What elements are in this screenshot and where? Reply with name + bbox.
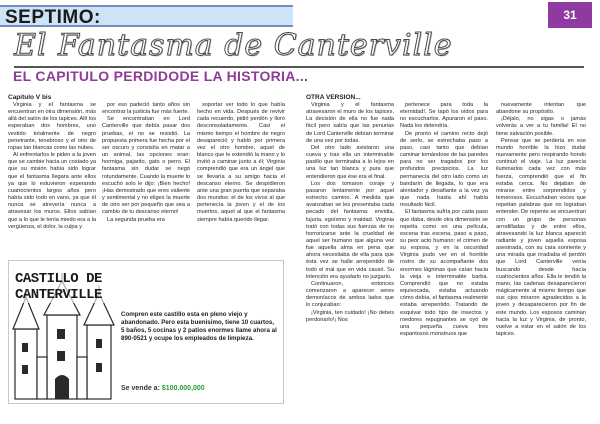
ad-price	[121, 385, 205, 392]
paragraph: Se encontraban en Lord Canterville que debía pasar dos pruebas, el no se resistió. La propuesta primera fue hecha por el ser oscuro y consistía en matar a un animal, las opciones eran: hormiga, pajarito, gato o perro. El fantasma sin dudar se negó rotundamente. Cuando la muerte lo escuchó solo le dijo: ¡Bien hecho!¡Has demostrado que eres valiente y sentimental y no eliges la muerte de otro ser por pequeño que sea a cambio de tu descanso eterno!	[102, 116, 190, 216]
text-column-6	[496, 102, 586, 418]
ad-title: CASTILLO DE CANTERVILLE	[15, 271, 175, 303]
text-column-3	[197, 102, 285, 260]
paragraph: De pronto el camino recto dejó de serlo, se estrechaba paso a paso, casi tanto que debían caminar tomándose de las paredes para no ser tragados por los profundos precipicios. La luz permanecía del otro lado como un bandarín de llegada, lo que era alentador y desafiante a la vez ya que nada hasta ahí había resultado fácil.	[400, 130, 488, 209]
paragraph: Del otro lado avistaron una cueva y tras ella un interminable pasillo que terminaba a lo lejos en una luz tan blanca y pura que entendieron que ése era el final.	[306, 144, 394, 180]
ad-description: Compren este castillo esta en pleno viejo y abandonado. Pero esta buenisimo, tiene 10 cuartos, 5 baños, 5 cocinas y 2 patios enormes llame ahora al 890-0521 y ocupe los empleados de limpieza.	[121, 311, 277, 342]
paragraph: soportar ver todo lo que había hecho en vida. Después de revivir cada recuerdo, pidió perdón y lloró desconsoladamente. Casi el mismo tiempo el hombre de negro desapareció y habló por primera vez el otro hombre, aquel de blanco que le extendió la mano y lo invitó a caminar junto a él; Virginia comprendió que era un ángel que se llevaría a su amigo hacia el descanso eterno. Se despidieron ante una gran puerta que separaba dos mundos: el de los vivos al que pertenecía la joven y el de los muertos, aquel al que el fantasma siempre había querido llegar.	[197, 102, 285, 223]
castle-advertisement	[8, 260, 284, 404]
section-header-bar	[0, 5, 293, 27]
paragraph: Los dos tomaron coraje y pasaron lentamente por aquel estrecho camino. A medida que avanzaban se les presentaba cada pecado del fantasma: envidia, lujuria, egoísmo y maldad. Virginia trató con todas sus fuerzas de no horrorizarse ante la crueldad de aquel ser humano que alguna vez fue aquella alma en pena que ahora necesitaba de ella para que ésta vez se halle arrepentido de todo el mal que en vida causó. Su intención era ayudarlo no juzgarlo.	[306, 180, 394, 280]
paragraph: La segunda prueba era	[107, 216, 165, 223]
price-value: $100.000,000	[161, 385, 205, 392]
text-column-5	[400, 102, 488, 418]
page-number-badge: 31	[548, 2, 592, 28]
text-column-2	[102, 102, 190, 260]
paragraph: ¡Virginia, ten cuidado! ¡No debes perdonarlo!¡ Nos	[306, 309, 394, 323]
paragraph: Al enfrentarlos le piden a la joven que se cambie hacia un costado ya que su misión había sido lograr que el fantasma llegara ante ellos ya que lo estuvieron esperando cuatrocientos largos años pero había sido todo en vano, ya que él nunca se atrevería nunca a atravesar los muros. Ellos sabían que a lo que le tenía miedo era a la vergüenza, el dolor, la culpa y	[8, 152, 96, 230]
text-column-4	[306, 102, 394, 418]
paragraph: El fantasma sufría por cada paso que daba, desde otra dimensión se repetía como en una película, escena tras escena, paso a paso, su peor acto humano: el crimen de su esposa, y en la oscuridad Virginia pudo ver en el horrible rostro de su acompañante dos enormes lágrimas que caían hacia la vieja e interminable barba. Comprendió que no estaba equivocada, estaba actuando cómo debía, el fantasma realmente estaba arrepentido. Tratando de esquivar todo tipo de insectos y roedores repugnantes se oyó de una pequeña cueva tres espantosos monstruos que	[400, 209, 488, 337]
paragraph: nuevamente intentan que abandone su propósito.	[496, 102, 586, 116]
left-article-heading: Capitulo V bis	[8, 94, 52, 101]
text-column-1	[8, 102, 96, 260]
story-title: El Fantasma de Canterville	[14, 28, 453, 63]
paragraph: ¡Déjalo, no sigas o jamás volverás a ver a tu familia! El no tiene salvación posible.	[496, 116, 586, 137]
paragraph: Virginia y el fantasma atravesaron el muro de los tapices. La decisión de ella no fue nada fácil pero sabía que las penurias de Lord Canterville debían terminar de una vez por todas.	[306, 102, 394, 144]
paragraph: pertenece para toda la eternidad!. Se tapó los oídos para no escucharlos. Apuraron el paso. Nada los detendría.	[400, 102, 488, 130]
paragraph: Pensar que se perdería en ese mundo horrible la hizo dudar nuevamente pero respirando hondo continuó el viaje. La luz parecía iluminarlos cada vez con más fuerza, comprendió que el fin estaba cerca. No dejaban de mirarse entre sorprendidos y temerosos. Escuchaban voces que repetían palabras que no lograban entender. De repente se encuentran con un grupo de personas arrodilladas y de entre ellos, atravesando la luz blanca apareció radiante y joven aquella esposa asesinada, con su cara sonriente y una mirada que irradiaba el perdón que Lord Canterville venía buscando desde hacía cuatrocientos años. Ella le tendió la mano, las cadenas desaparecieron mágicamente al mismo tiempo que sus ojos miraron agradecidos a la joven y desaparecieron por fin de este mundo. Los esposos caminan hacia la luz y Virginia, de pronto, vuelve a estar en el salón de los tapices.	[496, 137, 586, 337]
paragraph: Continuaron, entonces comenzaron a aparecer seres demoníacos de ambos lados que lo conjuraban:	[306, 280, 394, 309]
paragraph: Virginia y el fantasma se encuentran en otra dimensión, más allá del salón de los tapices. Allí los esperaban dos hombres, uno vestido totalmente de negro penetrante, tenebroso y el otro de ropas tan blancas como las nubes.	[8, 102, 96, 151]
price-label: Se vende a:	[121, 385, 160, 392]
section-title: SEPTIMO:	[5, 7, 101, 28]
main-heading: EL CAPITULO PERDIDODE LA HISTORIA...	[13, 68, 309, 84]
right-article-heading: OTRA VERSION...	[306, 94, 361, 101]
paragraph: por eso padeció tanto años sin encontrar la justicia fue más fuerte.	[102, 102, 190, 116]
